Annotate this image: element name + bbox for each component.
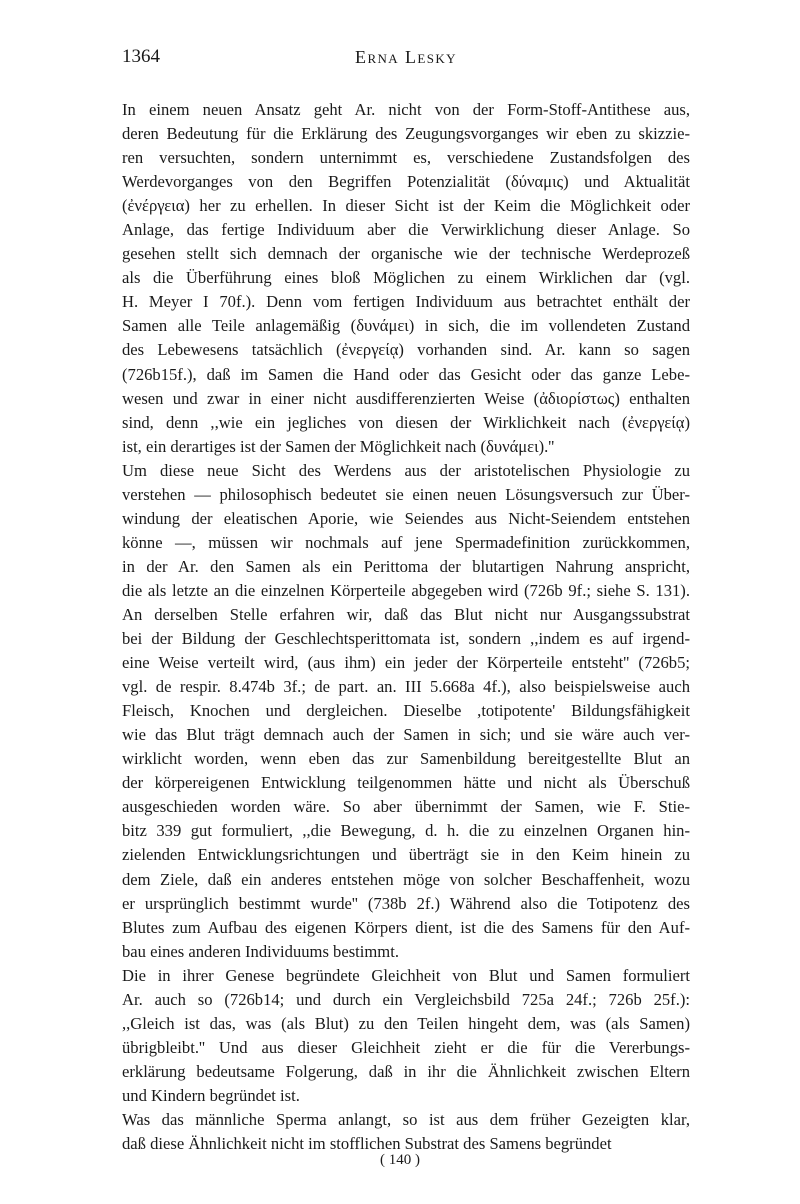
text-line: bei der Bildung der Geschlechtsperittomata ist, sondern ,,indem es auf irgend- (122, 629, 690, 649)
text-line: in der Ar. den Samen als ein Perittoma der blutartigen Nahrung anspricht, (122, 556, 690, 576)
text-line: (ἐνέργεια) her zu erhellen. In dieser Sicht ist der Keim die Möglichkeit oder (122, 196, 690, 216)
text-line: Um diese neue Sicht des Werdens aus der aristotelischen Physiologie zu (122, 460, 690, 480)
text-line: Blutes zum Aufbau des eigenen Körpers dient, ist die des Samens für den Auf- (122, 917, 690, 937)
text-line: daß diese Ähnlichkeit nicht im stofflichen Substrat des Samens begründet (122, 1134, 612, 1154)
paragraph (122, 98, 690, 459)
text-line: bitz 339 gut formuliert, ,,die Bewegung, d. h. die zu einzelnen Organen hin- (122, 821, 690, 841)
text-line: des Lebewesens tatsächlich (ἐνεργείᾳ) vorhanden sind. Ar. kann so sagen (122, 340, 690, 360)
text-line: Ar. auch so (726b14; und durch ein Vergleichsbild 725a 24f.; 726b 25f.): (122, 989, 690, 1009)
text-line: und Kindern begründet ist. (122, 1085, 300, 1105)
text-line: eine Weise verteilt wird, (aus ihm) ein jeder der Körperteile entsteht'' (726b5; (122, 653, 690, 673)
text-line: wirklicht worden, wenn eben das zur Samenbildung bereitgestellte Blut an (122, 749, 690, 769)
text-line: verstehen — philosophisch bedeutet sie einen neuen Lösungsversuch zur Über- (122, 484, 690, 504)
text-line: windung der eleatischen Aporie, wie Seiendes aus Nicht-Seiendem entstehen (122, 508, 690, 528)
page-header (122, 46, 690, 74)
text-line: ,,Gleich ist das, was (als Blut) zu den Teilen hingeht dem, was (als Samen) (122, 1013, 690, 1033)
text-line: ausgeschieden worden wäre. So aber übernimmt der Samen, wie F. Stie- (122, 797, 690, 817)
footer-page-label: ( 140 ) (380, 1152, 420, 1168)
text-line: gesehen stellt sich demnach der organische wie der technische Werdeprozeß (122, 244, 690, 264)
running-head: Erna Lesky (355, 47, 457, 67)
text-line: wie das Blut trägt demnach auch der Samen in sich; und sie wäre auch ver- (122, 725, 690, 745)
text-line: bau eines anderen Individuums bestimmt. (122, 941, 399, 961)
text-line: Werdevorganges von den Begriffen Potenzialität (δύναμις) und Aktualität (122, 172, 690, 192)
paragraph (122, 459, 690, 964)
paragraph (122, 1108, 690, 1156)
text-line: Was das männliche Sperma anlangt, so ist aus dem früher Gezeigten klar, (122, 1109, 690, 1129)
text-line: vgl. de respir. 8.474b 3f.; de part. an. III 5.668a 4f.), also beispielsweise auch (122, 677, 690, 697)
text-line: der körpereigenen Entwicklung teilgenommen hätte und nicht als Überschuß (122, 773, 690, 793)
text-line: In einem neuen Ansatz geht Ar. nicht von der Form-Stoff-Antithese aus, (122, 100, 690, 119)
text-line: ren versuchten, sondern unternimmt es, verschiedene Zustandsfolgen des (122, 148, 690, 168)
text-line: Samen alle Teile anlagemäßig (δυνάμει) in sich, die im vollendeten Zustand (122, 316, 690, 336)
text-line: sind, denn ,,wie ein jegliches von diesen der Wirklichkeit nach (ἐνεργείᾳ) (122, 412, 690, 432)
text-line: H. Meyer I 70f.). Denn vom fertigen Individuum aus betrachtet enthält der (122, 292, 690, 312)
text-line: Anlage, das fertige Individuum aber die Verwirklichung dieser Anlage. So (122, 220, 690, 240)
text-line: dem Ziele, daß ein anderes entstehen möge von solcher Beschaffenheit, wozu (122, 869, 690, 889)
text-line: An derselben Stelle erfahren wir, daß das Blut nicht nur Ausgangssubstrat (122, 604, 690, 624)
text-line: wesen und zwar in einer nicht ausdifferenzierten Weise (ἀδιορίστως) enthalten (122, 388, 690, 408)
text-line: die als letzte an die einzelnen Körperteile abgegeben wird (726b 9f.; siehe S. 131). (122, 580, 690, 600)
text-line: erklärung bedeutsame Folgerung, daß in ihr die Ähnlichkeit zwischen Eltern (122, 1061, 690, 1081)
text-line: ist, ein derartiges ist der Samen der Möglichkeit nach (δυνάμει).'' (122, 436, 555, 456)
text-line: Fleisch, Knochen und dergleichen. Dieselbe ,totipotente' Bildungsfähigkeit (122, 701, 690, 721)
paragraph (122, 964, 690, 1108)
page-number: 1364 (122, 46, 160, 67)
text-line: könne —, müssen wir nochmals auf jene Spermadefinition zurückkommen, (122, 532, 690, 552)
text-line: Die in ihrer Genese begründete Gleichheit von Blut und Samen formuliert (122, 965, 690, 985)
text-line: (726b15f.), daß im Samen die Hand oder das Gesicht oder das ganze Lebe- (122, 364, 690, 384)
text-line: als die Überführung eines bloß Möglichen zu einem Wirklichen dar (vgl. (122, 268, 690, 288)
body-text (122, 98, 690, 1156)
text-line: deren Bedeutung für die Erklärung des Zeugungsvorganges wir eben zu skizzie- (122, 124, 690, 144)
text-line: übrigbleibt.'' Und aus dieser Gleichheit zieht er die für die Vererbungs- (122, 1037, 690, 1057)
text-line: er ursprünglich bestimmt wurde'' (738b 2f.) Während also die Totipotenz des (122, 893, 690, 913)
text-line: zielenden Entwicklungsrichtungen und überträgt sie in den Keim hinein zu (122, 845, 690, 865)
